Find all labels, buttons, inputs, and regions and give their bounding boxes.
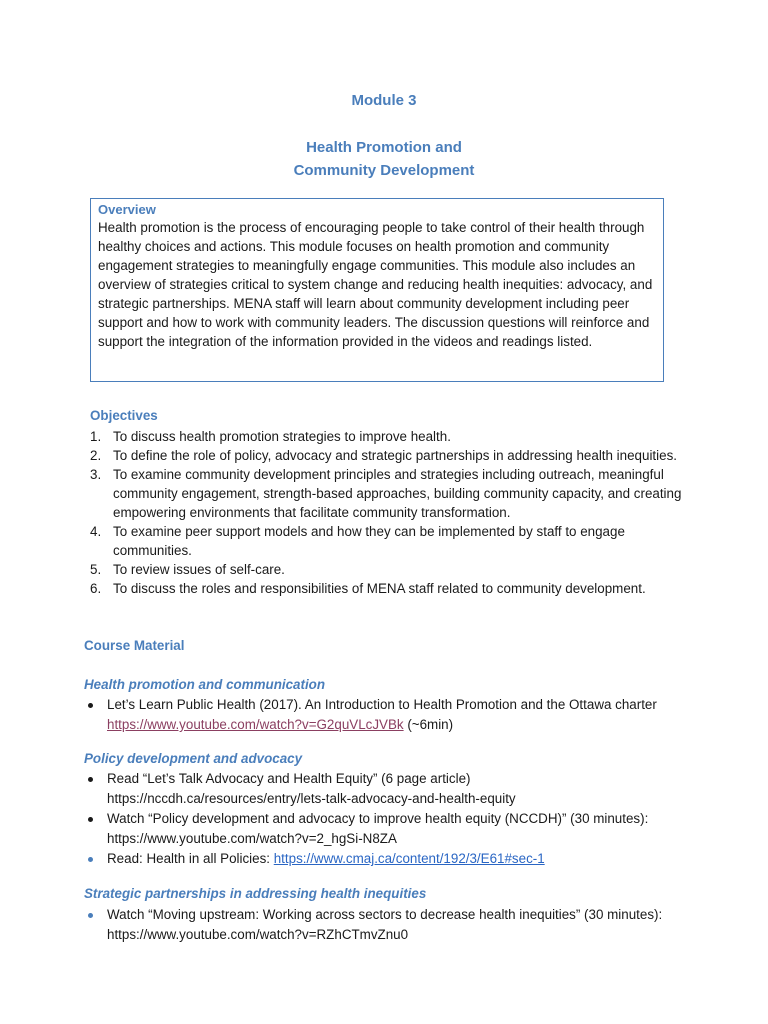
- list-item: 2. To define the role of policy, advocacy and strategic partnerships in addressing health inequities.: [90, 448, 677, 463]
- bullet-icon: [88, 913, 93, 918]
- list-item: Watch “Moving upstream: Working across sectors to decrease health inequities” (30 minutes): https://www.youtube.com/watch?v=RZhCTmvZnu0: [84, 905, 694, 945]
- bullet-icon: [88, 777, 93, 782]
- title-line-2: Community Development: [293, 162, 475, 179]
- video-url: https://www.youtube.com/watch?v=2_hgSi-N8ZA: [107, 831, 397, 846]
- list-item: Read: Health in all Policies: https://www.cmaj.ca/content/192/3/E61#sec-1: [84, 849, 694, 869]
- course-material-heading: Course Material: [84, 638, 185, 653]
- overview-box: [90, 198, 664, 382]
- list-item: Watch “Policy development and advocacy to improve health equity (NCCDH)” (30 minutes): https://www.youtube.com/watch?v=2_hgSi-N8ZA: [84, 809, 694, 849]
- overview-heading: Overview: [98, 202, 156, 217]
- module-label: Module 3: [351, 92, 417, 109]
- article-url: https://nccdh.ca/resources/entry/lets-talk-advocacy-and-health-equity: [107, 791, 516, 806]
- list-item: Read “Let’s Talk Advocacy and Health Equity” (6 page article) https://nccdh.ca/resources/entry/lets-talk-advocacy-and-health-equity: [84, 769, 694, 809]
- bullet-icon: [88, 857, 93, 862]
- objectives-list: [90, 427, 690, 598]
- list-item: 5. To review issues of self-care.: [90, 562, 285, 577]
- list-item: 4. To examine peer support models and how they can be implemented by staff to engage communities.: [90, 524, 625, 558]
- title-line-1: Health Promotion and: [306, 139, 462, 156]
- youtube-link[interactable]: https://www.youtube.com/watch?v=G2quVLcJVBk: [107, 717, 404, 732]
- list-item: 3. To examine community development principles and strategies including outreach, meaningful community engagement, strength-based approaches, building community capacity, and creating empowering environments that facilitate community transformation.: [90, 467, 682, 520]
- section-heading-health-promotion: Health promotion and communication: [84, 677, 326, 692]
- list-item: 1. To discuss health promotion strategies to improve health.: [90, 429, 451, 444]
- section-heading-partnerships: Strategic partnerships in addressing health inequities: [84, 886, 427, 901]
- partnerships-list: [84, 905, 694, 945]
- cmaj-link[interactable]: https://www.cmaj.ca/content/192/3/E61#sec-1: [273, 851, 545, 866]
- section-heading-policy: Policy development and advocacy: [84, 751, 303, 766]
- overview-text: Health promotion is the process of encouraging people to take control of their health through healthy choices and actions. This module focuses on health promotion and community engagement strategies to meaningfully engage communities. This module also includes an overview of strategies critical to system change and reducing health inequities: advocacy, and strategic partnerships. MENA staff will learn about community development including peer support and how to work with community leaders. The discussion questions will reinforce and support the integration of the information provided in the videos and readings listed.: [98, 220, 653, 349]
- health-promotion-list: [84, 695, 694, 735]
- bullet-icon: [88, 817, 93, 822]
- objectives-heading: Objectives: [90, 408, 158, 423]
- policy-list: [84, 769, 694, 869]
- bullet-icon: [88, 703, 93, 708]
- list-item: Let’s Learn Public Health (2017). An Introduction to Health Promotion and the Ottawa charter https://www.youtube.com/watch?v=G2quVLcJVBk (~6min): [84, 695, 694, 735]
- page-title: [0, 136, 768, 182]
- video-url: https://www.youtube.com/watch?v=RZhCTmvZnu0: [107, 927, 409, 942]
- list-item: 6. To discuss the roles and responsibilities of MENA staff related to community development.: [90, 581, 646, 596]
